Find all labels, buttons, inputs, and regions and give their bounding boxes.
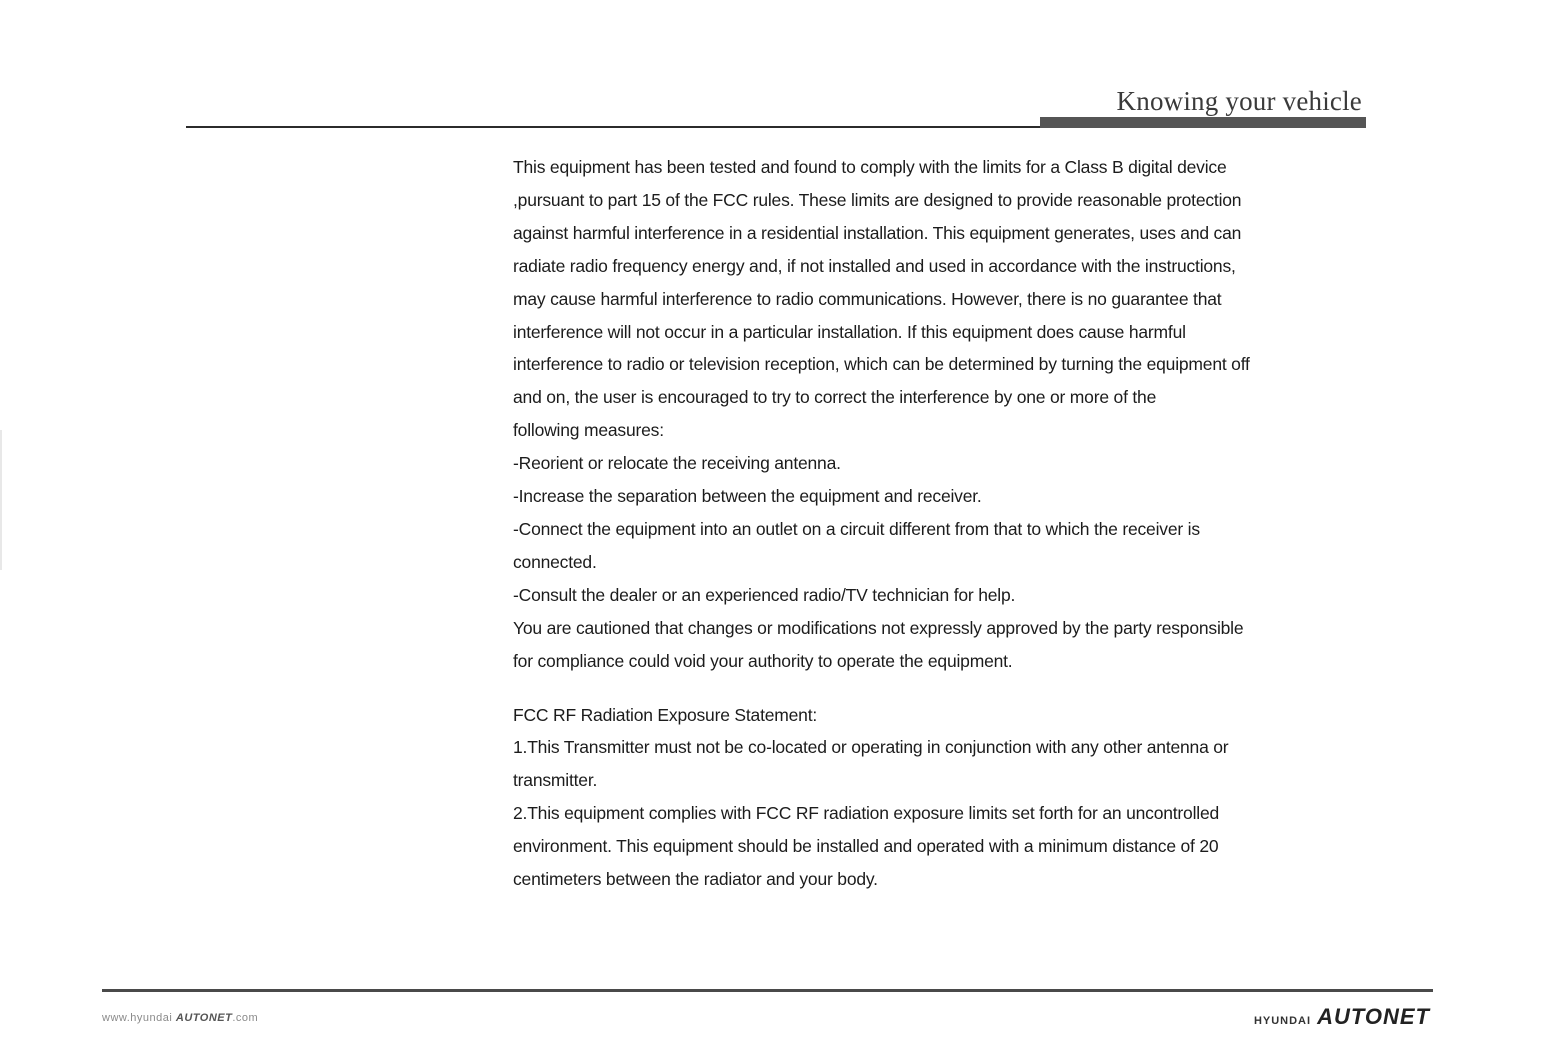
footer-website-brand: AUTONET [175,1012,233,1024]
fcc-measure-item: -Connect the equipment into an outlet on a circuit different from that to which the receiver is connected. [513,518,1200,572]
footer-website [102,1012,258,1024]
fcc-paragraph-measures: following measures: [513,420,664,441]
fcc-paragraph-main: This equipment has been tested and found to comply with the limits for a Class B digital device ,pursuant to part 15 of the FCC rules. These limits are designed to provide reasonable protection against harmful interference in a residential installation. This equipment generates, uses and can radiate radio frequency energy and, if not installed and used in accordance with the instructions, may cause harmful interference to radio communications. However, there is no guarantee that interference will not occur in a particular installation. If this equipment does cause harmful interference to radio or television reception, which can be determined by turning the equipment off and on, the user is encouraged to try to correct the interference by one or more of the [513,157,1250,408]
footer-website-suffix: .com [232,1012,259,1024]
rf-exposure-item: 2.This equipment complies with FCC RF radiation exposure limits set forth for an uncontrolled environment. This equipment should be installed and operated with a minimum distance of 20 centimeters between the radiator and your body. [513,803,1220,890]
footer-logo-autonet: AUTONET [1317,1004,1430,1029]
fcc-measure-item: -Increase the separation between the equipment and receiver. [513,486,982,507]
paragraph-gap [513,678,1253,699]
fcc-measure-item: -Consult the dealer or an experienced radio/TV technician for help. [513,584,1016,605]
header-rule [186,126,1042,128]
fcc-caution-paragraph: You are cautioned that changes or modifications not expressly approved by the party responsible for compliance could void your authority to operate the equipment. [513,617,1244,671]
footer-logo-hyundai: HYUNDAI [1253,1015,1312,1027]
header-accent-bar [1040,117,1366,128]
rf-exposure-item: 1.This Transmitter must not be co-located or operating in conjunction with any other antenna or transmitter. [513,737,1229,791]
section-header-title: Knowing your vehicle [1116,86,1362,116]
footer-logo [1254,1004,1430,1030]
rf-exposure-heading: FCC RF Radiation Exposure Statement: [513,704,818,725]
page-edge-mark [0,430,2,570]
footer-website-prefix: www.hyundai [102,1012,173,1024]
fcc-measure-item: -Reorient or relocate the receiving antenna. [513,453,841,474]
footer-rule [102,989,1433,992]
fcc-statement-body [513,151,1253,896]
